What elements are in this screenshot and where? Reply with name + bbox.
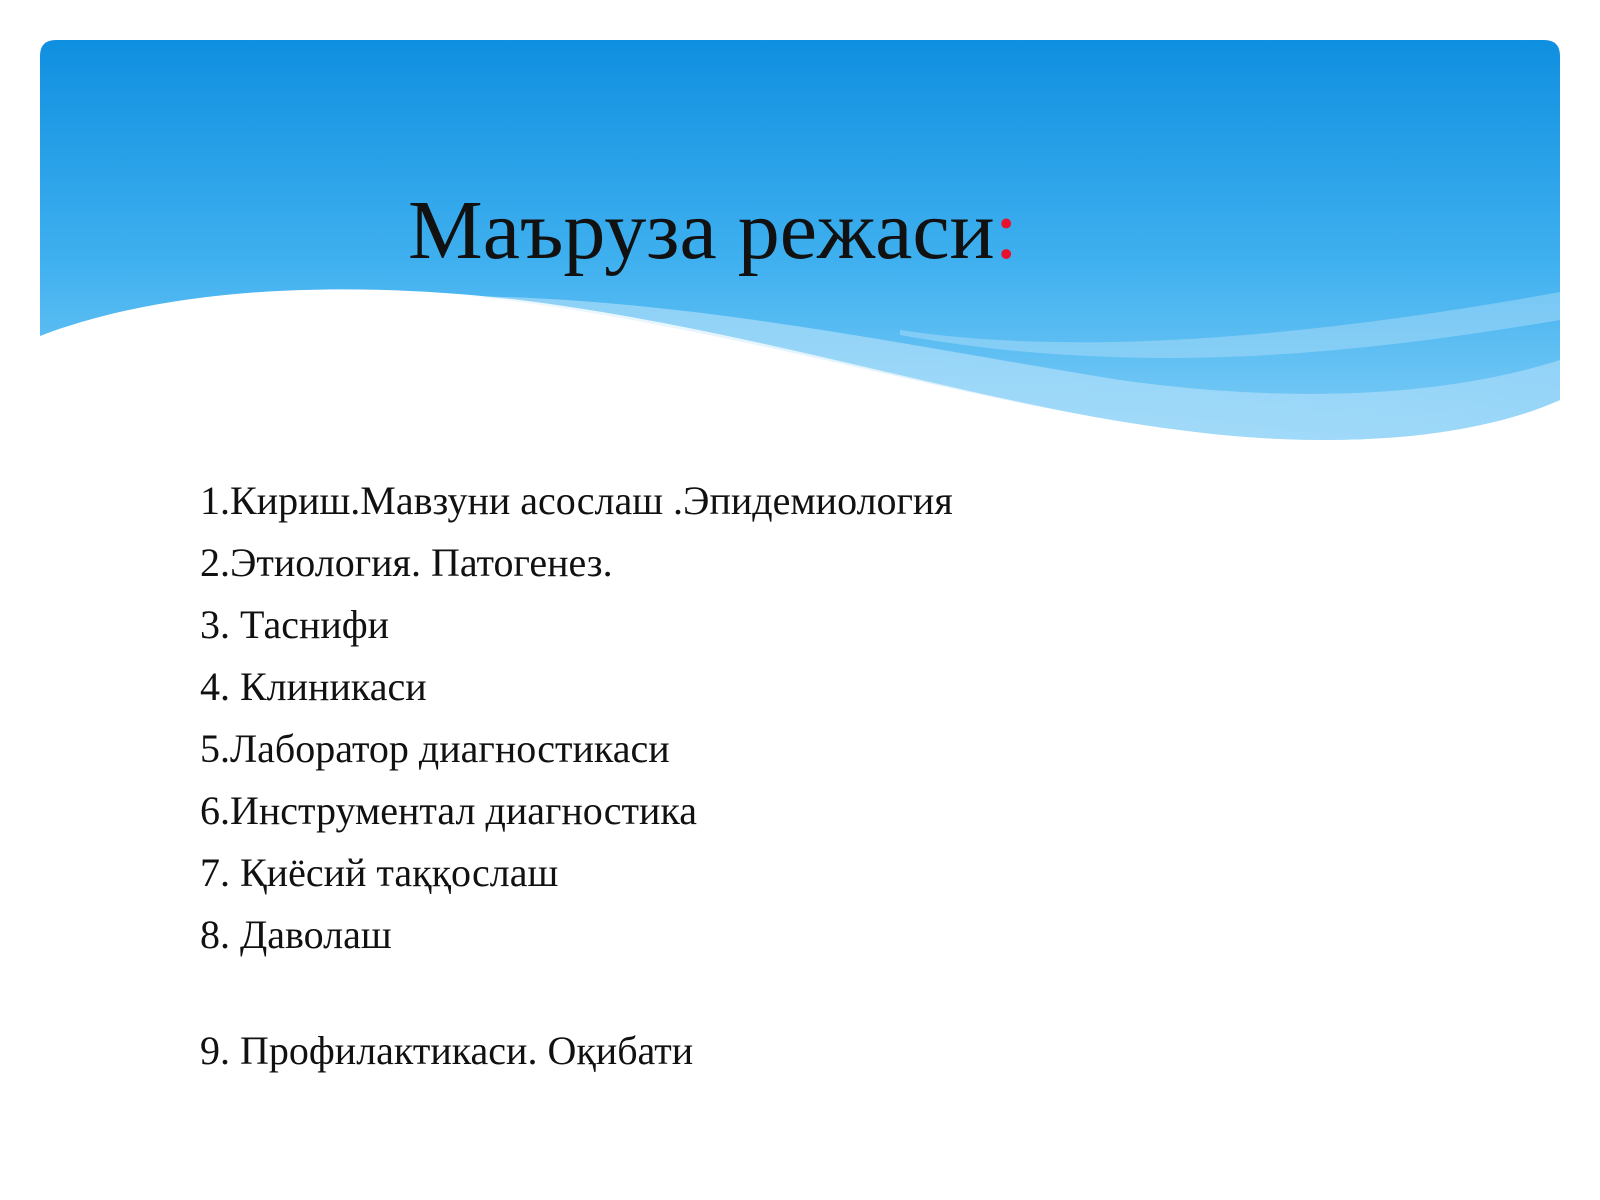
- agenda-item: 9. Профилактикаси. Оқибати: [200, 1028, 694, 1073]
- agenda-item: 7. Қиёсий таққослаш: [200, 850, 559, 895]
- slide-title: [408, 185, 1018, 277]
- agenda-item: 6.Инструментал диагностика: [200, 788, 698, 833]
- agenda-item: 1.Кириш.Мавзуни асослаш .Эпидемиология: [200, 478, 953, 523]
- agenda-item: 4. Клиникаси: [200, 664, 427, 709]
- agenda-list: [200, 470, 953, 1082]
- slide-title-colon: :: [994, 184, 1018, 277]
- agenda-item: 2.Этиология. Патогенез.: [200, 540, 613, 585]
- slide-title-text: Маъруза режаси: [408, 184, 995, 277]
- agenda-item: 8. Даволаш: [200, 912, 392, 957]
- agenda-item: 3. Таснифи: [200, 602, 390, 647]
- agenda-item: 5.Лаборатор диагностикаси: [200, 726, 670, 771]
